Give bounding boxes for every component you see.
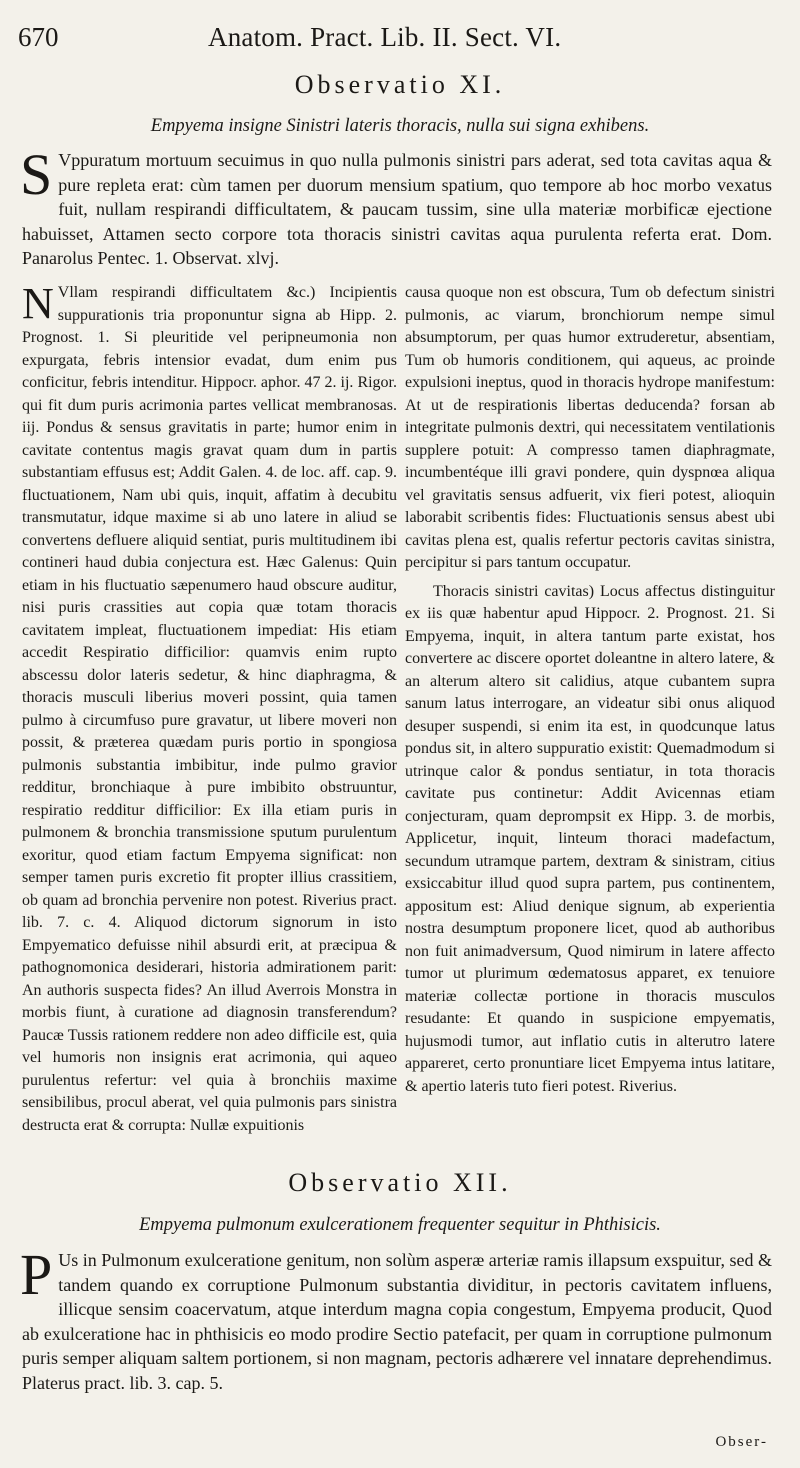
observation-12-heading: Observatio XII. [288,1168,512,1197]
observation-11-summary: Empyema insigne Sinistri lateris thoracis, nulla sui signa exhibens. [150,116,650,136]
running-head [18,22,778,56]
observation-12-summary: Empyema pulmonum exulcerationem frequenter sequitur in Phthisicis. [139,1215,661,1235]
observation-11-body: Vppuratum mortuum secuimus in quo nulla pulmonis sinistri pars aderat, sed tota cavitas aqua & pure repleta erat: cùm tamen per duorum mensium spatium, quo tempore ab hoc morbo vexatus fuit, nullam respirandi difficultatem, & paucam tussim, sine ulla materiæ morbificæ ejectione habuisset, Attamen secto corpore tota thoracis sinistri cavitas aqua purulenta referta erat. Dom. Panarolus Pentec. 1. Observat. xlvj. [22,150,772,269]
commentary-left-column [22,279,397,1137]
observation-12-body: Us in Pulmonum exulceratione genitum, non solùm asperæ arteriæ ramis illapsum exspuitur, sed & tandem quando ex corruptione Pulmonum substantia dividitur, in pectoris cavitatem influens, illicque sensim coacervatum, atque interdum magna copia congestum, Empyema producit, Quod ab exulceratione hac in phthisicis eo modo prodire Sectio patefacit, per quam in corruptione pulmonum puris semper aliquam saltem portionem, si non magnam, pectoris adhærere vel innatare deprehendimus. Platerus pract. lib. 3. cap. 5. [22,1250,772,1393]
commentary-left-text: Vllam respirandi difficultatem &c.) Incipientis suppurationis tria proponuntur signa ab Hipp. 2. Prognost. 1. Si pleuritide vel peripneumonia non expurgata, febris intensior evadat, dum enim pus conficitur, febris intenditur. Hippocr. aphor. 47 2. ij. Rigor. qui fit dum puris acrimonia partes vellicat membranosas. iij. Pondus & sensus gravitatis in parte; humor enim in cavitate contentus magis gravat quam dum in partis substantiam effusus est; Addit Galen. 4. de loc. aff. cap. 9. fluctuationem, Nam ubi quis, inquit, affatim à decubitu transmutatur, idque maxime si ab uno latere in aliud se convertens defluere aliquid sentiat, puris multitudinem ibi contineri haud dubia conjectura est. Hæc Galenus: Quin etiam in his fluctuatio sæpenumero haud obscure auditur, nisi puris crassities aut copia quæ totam thoracis cavitatem impleat, fluctuationem impediat: His etiam accedit Respiratio difficilior: quamvis enim rupto abscessu dolor lateris sedetur, & hinc diaphragma, & thoracis musculi liberius moveri possint, quia tamen pulmo à circumfuso pure gravatur, ut libere moveri non possit, & præterea quædam puris portio in spongiosa pulmonis substantia imbibitur, inde pulmo gravior redditur, bronchiaque à pure imbibito obstruuntur, respiratio redditur difficilior: Ex illa etiam puris in pulmonem & bronchia transmissione sputum purulentum exoritur, quod etiam factum Empyema significat: non semper tamen puris excretio fit propter illius crassitiem, ob quam ad bronchia pervenire non potest. Riverius pract. lib. 7. c. 4. Aliquod dictorum signorum in isto Empyematico defuisse nihil absurdi erit, at præcipua & pathognomonica desiderari, historia admirationem parit: An authoris suspecta fides? An illud Averrois Monstra in morbis fiunt, à curatione ad diagnosin transferendum? Paucæ Tussis rationem reddere non adeo difficile est, quia vel humoris non insignis erat acrimonia, qui aqueo purulentus refertur: vel quia à bronchiis maxime sensibilibus, procul aberat, vel quia pulmonis pars sinistra destructa erat & corrupta: Nullæ expuitionis [22,284,397,1134]
dropcap-p: P [20,1242,53,1307]
observation-11-text [20,142,772,271]
commentary-right-text-2: Thoracis sinistri cavitas) Locus affectus distinguitur ex iis quæ habentur apud Hippocr. 2. Prognost. 21. Si Empyema, inquit, in altera tantum parte existat, hos convertere ac discere oportet doleantne in altero latere, & an alterum altero sit calidius, atque cubantem supra sanum latus interrogare, an videatur sibi onus aliquod desuper suspendi, si enim ita est, in quodcunque latus pondus sit, in altero suppuratio existit: Quemadmodum si utrinque calor & pondus sentiatur, in tota thoracis cavitate pus continetur: Addit Avicennas etiam conjecturam, quam deprompsit ex Hipp. 3. de morbis, Applicetur, inquit, linteum thoraci madefactum, secundum utramque partem, dextram & sinistram, citius exsiccabitur illud quod supra partem, pus continentem, appositum est: Aliud denique signum, ab experientia nostra desumptum proponere licet, quod ab authoribus non fuit animadversum, Quod nimirum in latere affecto tumor ut plurimum œdematosus apparet, ex tenuiore materiæ collectæ portione in thoracis musculos resudante: Et quando in suspicione empyematis, hujusmodi tumor, aut inflatio cutis in alterutro latere appareret, certo pronuntiare licet Empyema intus latitare, & apertio lateris tuto fieri potest. Riverius. [405,582,775,1095]
commentary-right-text-1: causa quoque non est obscura, Tum ob defectum sinistri pulmonis, ac viarum, bronchiorum nempe simul absumptorum, per quas humor extruderetur, absentiam, Tum ob humoris conditionem, qui aqueus, ac proinde expulsioni ineptus, quod in thoracis hydrope manifestum: At ut de respirationis libertas deducenda? forsan ab integritate pulmonis dextri, qui necessitatem ventilationis supplere potuit: A compresso tamen diaphragmate, incumbentéque illi gravi pondere, quin dyspnœa aliqua vel gravitatis sensus adfuerit, vix fieri potest, alioquin laborabit scribentis fides: Fluctuationis sensus abest ubi cavitas plena est, qualis refertur pectoris cavitas sinistra, percipitur si pars tantum occupatur. [405,284,775,571]
dropcap-n: N [22,279,54,328]
commentary-right-column [405,282,775,1098]
running-title: Anatom. Pract. Lib. II. Sect. VI. [208,22,562,52]
observation-11-heading: Observatio XI. [294,70,506,99]
observation-12-text [20,1242,772,1396]
page-number: 670 [18,22,59,52]
dropcap-s: S [20,142,53,207]
catchword: Obser- [715,1434,768,1450]
